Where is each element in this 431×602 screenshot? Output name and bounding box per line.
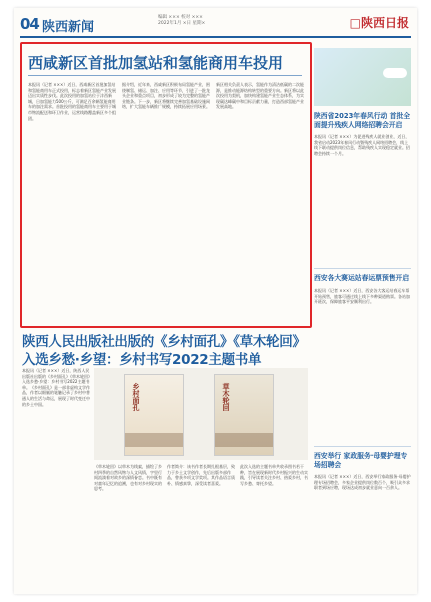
headline-divider — [28, 75, 302, 76]
sidebar-story2-title[interactable]: 西安各大赛运站春运票预售开启 — [314, 274, 410, 282]
article1-body — [28, 82, 304, 320]
photo-badge — [383, 68, 407, 78]
article1-col2-text: 据介绍，近年来，西咸新区积极布局氢能产业，围绕制氢、储运、加注、应用等环节，引进了一批龙头企业和重点项目，初步形成了较为完整的氢能产业链条。下一步，新区将继续完善加氢基础设施网络，扩大氢能车辆推广规模，持续拓展应用场景。 — [122, 82, 210, 110]
cover-stripe — [125, 433, 183, 447]
article1-col1-text: 本报讯（记者 ×××）近日，西咸新区首批加氢站和氢能商用车正式投用，标志着新区氢能产业发展迈出实质性步伐。此次投用的加氢站位于沣西新城，日加氢能力500公斤，可满足百余辆氢能商用车的加注需求。首批投用的氢能商用车主要用于城市物流配送和环卫作业，运营线路覆盖新区多个组团。 — [28, 82, 116, 121]
article1-col3-text: 新区相关负责人表示，氢能作为清洁低碳的二次能源，是推动能源结构转型的重要方向。新区将以此次投用为契机，加快构建氢能产业生态体系，为实现碳达峰碳中和目标贡献力量，打造西部氢能产业发展高地。 — [216, 82, 304, 110]
book2-title: 草木轮回 — [222, 383, 230, 411]
article2-left-text: 本报讯（记者 ×××）近日，陕西人民出版社出版的《乡村面孔》《草木轮回》入选乡愁·乡望：乡村书写2022主题书单。《乡村面孔》是一部非虚构文学作品，作者以细腻的笔触记录了乡村中普通人的生活与命运，展现了时代变迁中的乡土中国。 — [22, 368, 90, 407]
book-cover-1 — [124, 374, 184, 456]
sidebar-story1-text: 本报讯（记者 ×××）为促进残疾人就业创业，近日，我省启动2023年春风行动暨残疾人网络招聘会，线上线下联动提供岗位信息，帮助残疾人实现稳定就业。招聘会持续一个月。 — [314, 134, 410, 156]
article2-col-a — [94, 464, 162, 588]
article2-col-c-text: 此次入选的主题书单共收录图书若干种，旨在展现新时代乡村振兴的生动实践，引导读者关注乡村、热爱乡村，书写乡愁、寄托乡望。 — [240, 464, 308, 486]
sidebar-story2-text: 本报讯（记者 ×××）近日，西安各大客运站春运车票开始预售，旅客可通过线上线下多种渠道购票。各站加开班次，保障旅客平安顺利出行。 — [314, 288, 410, 305]
newspaper-page — [14, 8, 417, 594]
book-cover-2 — [214, 374, 274, 456]
sidebar-divider — [314, 268, 411, 269]
article2-headline-line2: 入选乡愁·乡望：乡村书写2022主题书单 — [22, 352, 262, 368]
article2-col-b — [167, 464, 235, 588]
article2-body — [22, 368, 308, 588]
page-number: 04 — [20, 15, 39, 33]
highlighted-article[interactable] — [20, 42, 312, 328]
sidebar-photo — [314, 48, 411, 106]
book-covers-photo — [94, 368, 308, 460]
article2-col-a-text: 《草木轮回》以草木为线索，描绘了乡村四季的自然风物与人文风情，字里行间流淌着对故乡的深情眷恋。书中既有对童年记忆的追溯，也有对乡村现实的思考。 — [94, 464, 162, 492]
article1-col-1 — [28, 82, 116, 320]
section-title: 陕西新闻 — [42, 20, 95, 35]
article2-main — [94, 368, 308, 588]
right-sidebar — [314, 42, 411, 590]
book1-title: 乡村面孔 — [132, 383, 140, 411]
article1-headline: 西咸新区首批加氢站和氢能商用车投用 — [28, 54, 284, 72]
article2-headline-line1: 陕西人民出版社出版的《乡村面孔》《草木轮回》 — [22, 334, 306, 350]
article1-col-3 — [216, 82, 304, 320]
meta-line-1: 编辑 ××× 校对 ××× — [158, 15, 203, 20]
newspaper-logo: □陕西日报 — [349, 16, 409, 30]
edition-meta — [158, 15, 205, 27]
cover-stripe — [215, 433, 273, 447]
meta-line-2: 2022年1月 ×日 星期× — [158, 21, 206, 26]
article2-col-c — [240, 464, 308, 588]
article2-left-column — [22, 368, 90, 588]
article2-col-b-text: 作者简介：该书作者长期扎根基层，致力于乡土文学创作，先后出版多部作品，曾获多项文学奖项。其作品语言质朴、情感真挚，深受读者喜爱。 — [167, 464, 235, 486]
sidebar-story3-text: 本报讯（记者 ×××）近日，西安举行家政服务·母婴护理专场招聘会，多家企业提供岗位数百个，吸引众多求职者到场应聘，现场达成初步就业意向一百余人。 — [314, 474, 411, 491]
article2-columns — [94, 464, 308, 588]
sidebar-story3-title[interactable]: 西安举行 家政服务·母婴护理专场招聘会 — [314, 452, 408, 469]
masthead — [20, 14, 411, 38]
sidebar-story1-title[interactable]: 陕西省2023年春风行动 首批全面提升残疾人网络招聘会开启 — [314, 112, 411, 129]
sidebar-divider — [314, 446, 411, 447]
article1-col-2 — [122, 82, 210, 320]
